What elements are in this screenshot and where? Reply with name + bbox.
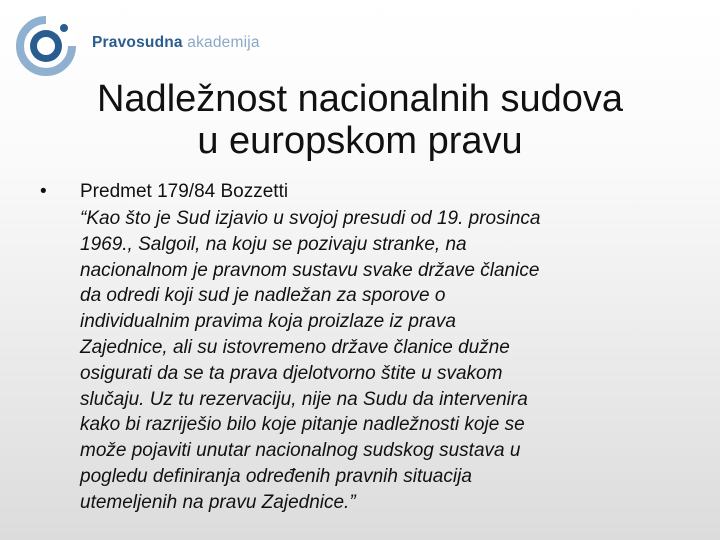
bullet-symbol: • [40,181,47,202]
slide-title-line-2: u europskom pravu [197,120,523,162]
bullet-heading: Predmet 179/84 Bozzetti [80,181,289,202]
quote-line: individualnim pravima koja proizlaze iz prava [80,311,456,333]
pravosudna-akademija-logo-icon [14,14,78,78]
quote-line: Zajednice, ali su istovremeno države članice dužne [80,336,510,358]
quote-line: nacionalnom je pravnom sustavu svake države članice [80,259,540,281]
bullet-item [36,180,676,204]
quote-line: 1969., Salgoil, na koju se pozivaju stranke, na [80,233,467,255]
slide-title [0,78,720,162]
quote-line: kako bi razriješio bilo koje pitanje nadležnosti koje se [80,414,525,436]
quote-line: da odredi koji sud je nadležan za sporove o [80,285,446,307]
quote-line: pogledu definiranja određenih pravnih situacija [80,465,472,487]
quote-line: utemeljenih na pravu Zajednice.” [80,491,356,513]
slide-title-line-1: Nadležnost nacionalnih sudova [96,78,624,120]
quote-line: “Kao što je Sud izjavio u svojoj presudi od 19. prosinca [80,208,541,229]
quote-line: osigurati da se ta prava djelotvorno štite u svakom [80,362,503,384]
logo-word-pravosudna: Pravosudna [92,34,183,51]
logo-text [92,34,260,52]
logo [14,14,264,74]
quote-text [36,206,676,516]
slide-content [36,180,676,516]
quote-line: može pojaviti unutar nacionalnog sudskog sustava u [80,440,521,462]
quote-line: slučaju. Uz tu rezervaciju, nije na Sudu da intervenira [80,388,528,410]
logo-word-akademija: akademija [187,34,260,51]
